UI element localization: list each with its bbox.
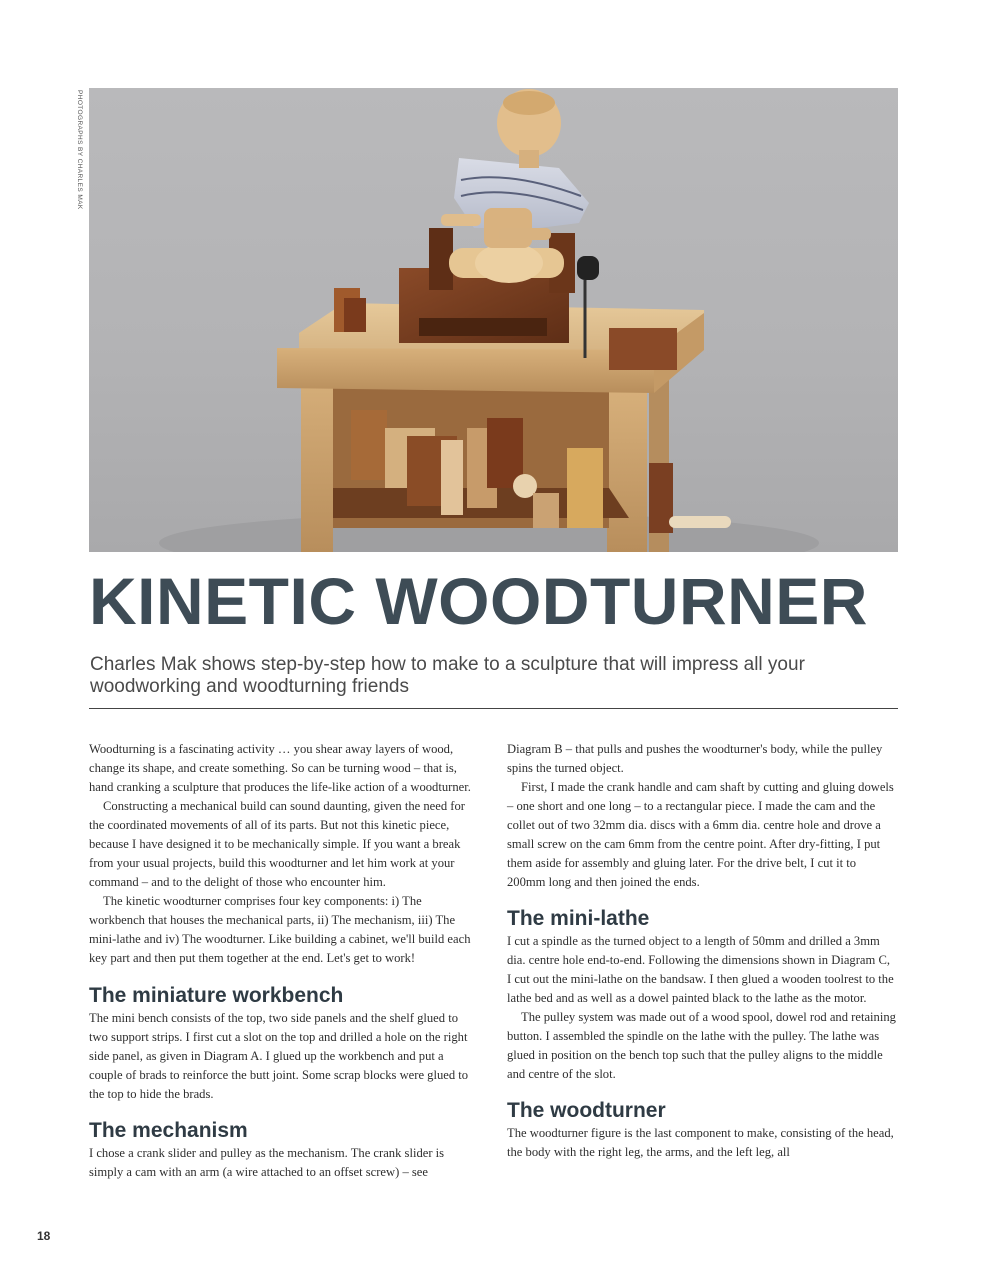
column-right — [507, 740, 897, 1162]
heading-workbench: The miniature workbench — [89, 984, 344, 1007]
lathe-paragraph-1: I cut a spindle as the turned object to a length of 50mm and drilled a 3mm dia. centre hole end-to-end. Following the dimensions shown in Diagram C, I cut out the mini-lathe on the bandsaw. I then glued a wooden toolrest to the lathe bed and as well as a dowel painted black to the lathe as the motor. — [507, 934, 894, 1005]
woodturner-paragraph: The woodturner figure is the last component to make, consisting of the head, the body with the right leg, the arms, and the left leg, all — [507, 1126, 894, 1159]
heading-woodturner: The woodturner — [507, 1099, 666, 1122]
woodturner-sculpture-illustration — [89, 88, 898, 552]
lathe-paragraph-2: The pulley system was made out of a wood spool, dowel rod and retaining button. I assembled the spindle on the lathe with the pulley. The lathe was glued in position on the bench top such that the pulley aligns to the middle and centre of the slot. — [507, 1010, 896, 1081]
article-title: KINETIC WOODTURNER — [89, 564, 868, 638]
intro-paragraph-3: The kinetic woodturner comprises four key components: i) The workbench that houses the mechanical parts, ii) The mechanism, iii) The mini-lathe and iv) The woodturner. Like building a cabinet, we'll build each key part and then put them together at the end. Let's get to work! — [89, 894, 471, 965]
mechanism-paragraph-2: First, I made the crank handle and cam shaft by cutting and gluing dowels – one short and one long – to a rectangular piece. I made the cam and the collet out of two 32mm dia. discs with a 6mm dia. centre hole and drove a small screw on the cam 6mm from the centre point. After dry-fitting, I put them aside for assembly and gluing later. For the drive belt, I cut it to 200mm long and then joined the ends. — [507, 780, 894, 889]
standfirst: Charles Mak shows step-by-step how to make to a sculpture that will impress all your woodworking and woodturning friends — [90, 654, 805, 697]
column-left — [89, 740, 479, 1182]
heading-mini-lathe: The mini-lathe — [507, 907, 650, 930]
heading-mechanism: The mechanism — [89, 1119, 248, 1142]
intro-paragraph-1: Woodturning is a fascinating activity … you shear away layers of wood, change its shape, and create something. So can be turning wood – that is, hand cranking a sculpture that produces the life-like action of a woodturner. — [89, 742, 471, 794]
photo-credit: PHOTOGRAPHS BY CHARLES MAK — [76, 90, 83, 210]
page-number: 18 — [37, 1229, 51, 1243]
divider-rule — [89, 708, 898, 709]
mechanism-paragraph-1: I chose a crank slider and pulley as the mechanism. The crank slider is simply a cam with an arm (a wire attached to an offset screw) – see — [89, 1146, 445, 1179]
mechanism-paragraph-continued: Diagram B – that pulls and pushes the woodturner's body, while the pulley spins the turned object. — [507, 742, 883, 775]
workbench-paragraph: The mini bench consists of the top, two side panels and the shelf glued to two support strips. I first cut a slot on the top and drilled a hole on the right side panel, as given in Diagram A. I glued up the workbench and put a couple of brads to reinforce the butt joint. Some scrap blocks were glued to the top to hide the brads. — [89, 1011, 469, 1101]
intro-paragraph-2: Constructing a mechanical build can sound daunting, given the need for the coordinated movements of all of its parts. But not this kinetic piece, because I have designed it to be mechanically simple. If you want a break from your usual projects, build this woodturner and let him work at your command – and to the delight of those who encounter him. — [89, 799, 465, 889]
hero-photo — [89, 88, 898, 552]
